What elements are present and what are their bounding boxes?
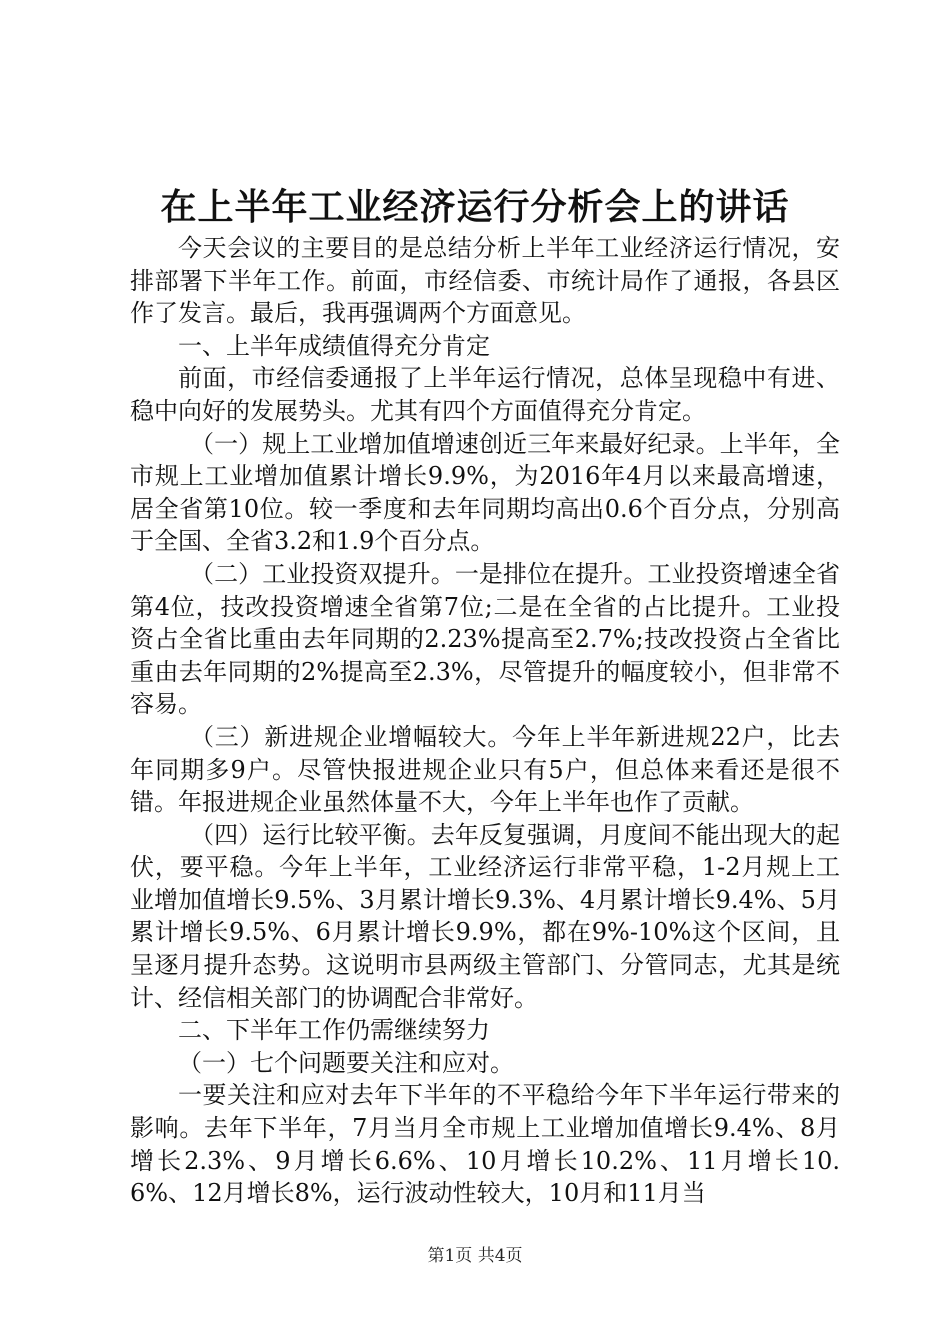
document-title: 在上半年工业经济运行分析会上的讲话 [160, 186, 790, 228]
document-body [130, 232, 840, 1210]
paragraph-item-3: （三）新进规企业增幅较大。今年上半年新进规22户，比去年同期多9户。尽管快报进规企业只有5户，但总体来看还是很不错。年报进规企业虽然体量不大，今年上半年也作了贡献。 [130, 722, 840, 817]
paragraph-item-4: （四）运行比较平衡。去年反复强调，月度间不能出现大的起伏，要平稳。今年上半年，工业经济运行非常平稳，1-2月规上工业增加值增长9.5%、3月累计增长9.3%、4月累计增长9.4%、5月累计增长9.5%、6月累计增长9.9%，都在9%-10%这个区间，且呈逐月提升态势。这说明市县两级主管部门、分管同志，尤其是统计、经信相关部门的协调配合非常好。 [130, 820, 840, 1012]
paragraph: 前面，市经信委通报了上半年运行情况，总体呈现稳中有进、稳中向好的发展势头。尤其有四个方面值得充分肯定。 [130, 364, 840, 425]
subsection-heading: （一）七个问题要关注和应对。 [178, 1048, 514, 1077]
page-number-footer: 第1页 共4页 [427, 1246, 523, 1266]
paragraph-item-1: （一）规上工业增加值增速创近三年来最好纪录。上半年，全市规上工业增加值累计增长9.9%，为2016年4月以来最高增速，居全省第10位。较一季度和去年同期均高出0.6个百分点，分别高于全国、全省3.2和1.9个百分点。 [130, 429, 840, 556]
paragraph-item-2: （二）工业投资双提升。一是排位在提升。工业投资增速全省第4位，技改投资增速全省第7位;二是在全省的占比提升。工业投资占全省比重由去年同期的2.23%提高至2.7%;技改投资占全省比重由去年同期的2%提高至2.3%，尽管提升的幅度较小，但非常不容易。 [130, 559, 840, 719]
paragraph: 一要关注和应对去年下半年的不平稳给今年下半年运行带来的影响。去年下半年，7月当月全市规上工业增加值增长9.4%、8月增长2.3%、9月增长6.6%、10月增长10.2%、11月增长10.6%、12月增长8%，运行波动性较大，10月和11月当 [130, 1081, 840, 1208]
section-heading-2: 二、下半年工作仍需继续努力 [178, 1016, 490, 1045]
paragraph-intro: 今天会议的主要目的是总结分析上半年工业经济运行情况，安排部署下半年工作。前面，市经信委、市统计局作了通报，各县区作了发言。最后，我再强调两个方面意见。 [130, 234, 840, 328]
section-heading-1: 一、上半年成绩值得充分肯定 [178, 331, 490, 360]
